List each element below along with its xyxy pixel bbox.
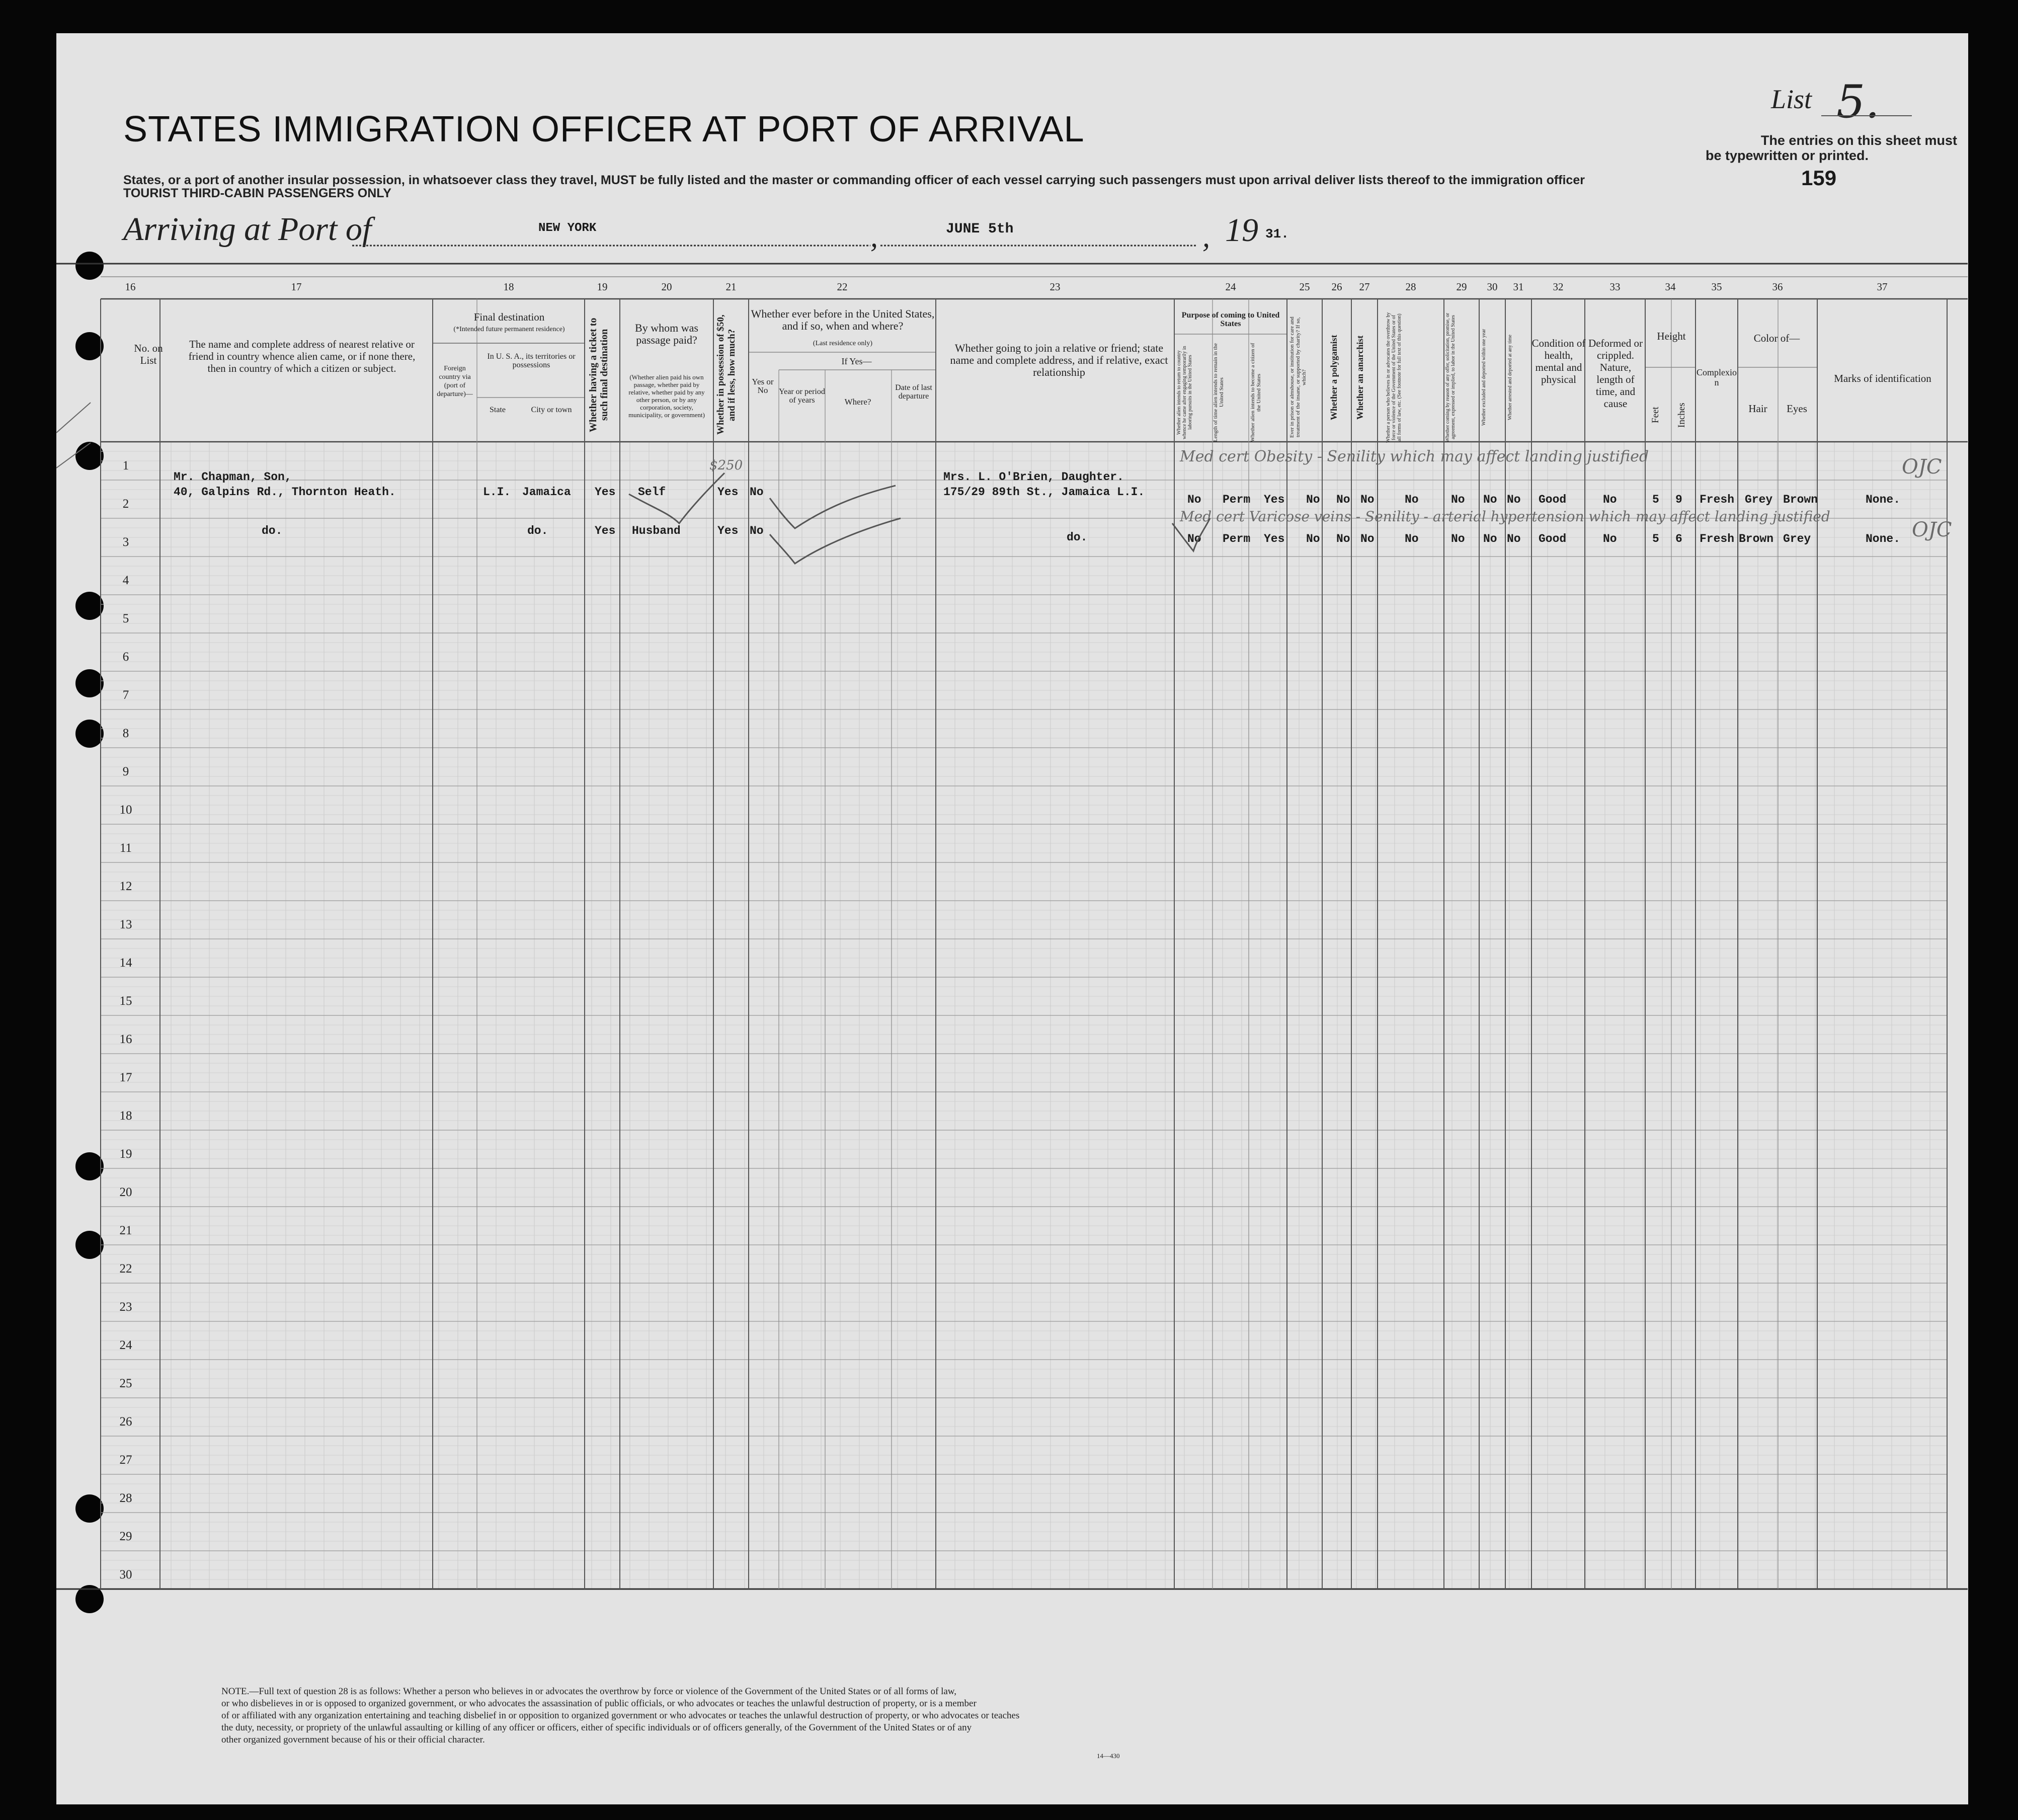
row2-deformed: No [1603, 532, 1617, 545]
header-purpose-return: Whether alien intends to return to country whence he came after engaging temporarily in laboring pursuits in the United States [1176, 346, 1193, 439]
row-number: 12 [119, 880, 132, 893]
header-health: Condition of health, mental and physical [1531, 337, 1586, 385]
row-number: 11 [119, 841, 132, 855]
date-value: JUNE 5th [946, 221, 1014, 237]
column-number: 16 [125, 281, 136, 293]
column-number: 19 [597, 281, 608, 293]
header-ticket: Whether having a ticket to such final destination [588, 318, 610, 432]
header-date-departure: Date of last departure [895, 383, 932, 401]
header-nearest-relative: The name and complete address of nearest relative or friend in country whence alien came, or if none there, then in country of which a citizen or subject. [188, 338, 416, 374]
header-if-yes: If Yes— [841, 356, 872, 366]
header-height: Height [1657, 330, 1686, 342]
row1-hair: Grey [1745, 493, 1773, 506]
row-number: 30 [119, 1568, 132, 1581]
row-number: 27 [119, 1453, 132, 1467]
header-feet: Feet [1650, 407, 1661, 424]
entries-note-2: be typewritten or printed. [1706, 148, 1869, 163]
row2-health: Good [1539, 532, 1567, 545]
column-number: 24 [1225, 281, 1236, 293]
row-number: 16 [119, 1033, 132, 1046]
header-purpose-citizen: Whether alien intends to become a citizen of the United States [1250, 343, 1262, 442]
row1-before-in-us: No [750, 486, 764, 499]
list-label: List [1771, 84, 1812, 114]
header-polygamist: Whether a polygamist [1329, 335, 1339, 420]
comma-1: , [870, 220, 878, 253]
header-join-relative: Whether going to join a relative or friend; state name and complete address, and if relative, exact relationship [950, 342, 1168, 378]
row2-medical-annotation: Med cert Varicose veins - Senility - arterial hypertension which may affect landing justified [1180, 508, 1830, 525]
header-final-destination: Final destination [473, 311, 545, 323]
row-number: 20 [119, 1185, 132, 1199]
column-number: 36 [1772, 281, 1783, 293]
row2-length: Perm [1223, 532, 1251, 545]
header-question-28: Whether a person who believes in or advocates the overthrow by force or violence of the Government of the United States or of all forms of law, etc. (See footnote for full text of this question) [1386, 312, 1402, 443]
row2-return: No [1187, 532, 1201, 545]
column-number: 37 [1877, 281, 1888, 293]
row1-q28: No [1405, 493, 1419, 506]
row2-paid-by: Husband [632, 524, 681, 537]
header-complexion: Complexion [1697, 367, 1737, 387]
row2-marks: None. [1866, 532, 1901, 545]
row2-money: Yes [717, 524, 739, 537]
row-number: 21 [119, 1224, 132, 1237]
footnote-line: or who disbelieves in or is opposed to organized government, or who advocates the assassination of public officials, or who advocates or teaches the unlawful destruction of property, or is a member [221, 1698, 977, 1709]
row2-inches: 6 [1675, 532, 1682, 545]
row2-offer: No [1451, 532, 1465, 545]
header-inches: Inches [1676, 403, 1687, 428]
row-number: 1 [122, 459, 129, 472]
row1-citizen: Yes [1264, 493, 1285, 506]
header-yes-or-no: Yes or No [752, 377, 774, 395]
column-number: 32 [1553, 281, 1564, 293]
header-where: Where? [844, 397, 871, 407]
row1-money: Yes [717, 486, 739, 499]
header-city: City or town [531, 406, 572, 414]
row1-feet: 5 [1652, 493, 1659, 506]
column-number: 20 [661, 281, 672, 293]
row2-relative: do. [262, 524, 283, 537]
year-prefix: 19 [1225, 212, 1258, 249]
header-before-in-us: Whether ever before in the United States, and if so, when and where? [751, 307, 935, 332]
column-number: 34 [1665, 281, 1676, 293]
row1-money-note: $250 [709, 458, 743, 473]
header-passage-paid: By whom was passage paid? [635, 322, 698, 346]
row-number: 23 [119, 1300, 132, 1314]
passenger-class: TOURIST THIRD-CABIN PASSENGERS ONLY [123, 186, 391, 200]
row-number: 29 [119, 1530, 132, 1543]
header-deformed: Deformed or crippled. Nature, length of time, and cause [1588, 337, 1643, 410]
row1-marks: None. [1866, 493, 1901, 506]
row1-relative-line2: 40, Galpins Rd., Thornton Heath. [174, 486, 396, 499]
row2-polygamist: No [1336, 532, 1350, 545]
row1-inches: 9 [1675, 493, 1682, 506]
row2-join: do. [1067, 531, 1088, 544]
row2-q28: No [1405, 532, 1419, 545]
row1-city: Jamaica [522, 486, 571, 499]
row1-polygamist: No [1336, 493, 1350, 506]
row1-state: L.I. [483, 486, 511, 499]
column-number: 23 [1050, 281, 1061, 293]
row-number: 13 [119, 918, 132, 931]
column-number: 25 [1299, 281, 1310, 293]
column-number: 18 [503, 281, 514, 293]
header-purpose-length: Length of time alien intends to remain in the United States [1213, 343, 1225, 442]
row-number: 22 [119, 1262, 132, 1276]
column-number: 21 [725, 281, 737, 293]
footnote-line: NOTE.—Full text of question 28 is as follows: Whether a person who believes in or advocates the overthrow by force or violence of the Government of the United States or of all forms of law, [221, 1686, 957, 1697]
header-passage-paid-note: (Whether alien paid his own passage, whether paid by relative, whether paid by any other person, or by any corporation, society, municipality, or government) [628, 373, 705, 419]
list-number: 5. [1836, 75, 1880, 128]
column-number: 27 [1359, 281, 1370, 293]
column-number: 17 [291, 281, 302, 293]
row-number: 6 [122, 650, 129, 664]
row-number: 19 [119, 1147, 132, 1161]
column-number: 22 [837, 281, 848, 293]
row2-city: do. [527, 524, 548, 537]
row1-anarchist: No [1360, 493, 1375, 506]
row2-prison: No [1306, 532, 1320, 545]
row-number: 10 [119, 803, 132, 817]
column-number: 26 [1331, 281, 1342, 293]
row1-deformed: No [1603, 493, 1617, 506]
row-number: 24 [119, 1338, 132, 1352]
row2-excluded: No [1483, 532, 1497, 545]
header-excluded: Whether excluded and deported within one year [1481, 329, 1487, 426]
row-number: 17 [119, 1071, 132, 1084]
footnote-line: the duty, necessity, or propriety of the unlawful assaulting or killing of any officer or officers, either of specific individuals or of officers generally, of the Government of the United States or of any [221, 1722, 972, 1733]
row1-excluded: No [1483, 493, 1497, 506]
header-hair: Hair [1748, 403, 1767, 415]
arriving-label: Arriving at Port of [123, 211, 372, 248]
row1-deported: No [1507, 493, 1521, 506]
header-year-period: Year or period of years [779, 387, 825, 405]
column-number: 30 [1487, 281, 1498, 293]
row2-citizen: Yes [1264, 532, 1285, 545]
row-number: 18 [119, 1109, 132, 1123]
footnote [221, 1686, 1177, 1746]
row1-return: No [1187, 493, 1201, 506]
header-color: Color of— [1753, 332, 1800, 344]
header-offer-labor: Whether coming by reason of any offer, solicitation, promise, or agreement, expressed or implied, to labor in the United States [1445, 312, 1456, 442]
row-number: 8 [122, 727, 129, 740]
notice-text: States, or a port of another insular possession, in whatsoever class they travel, MUST be fully listed and the master or commanding officer of each vessel carrying such passengers must upon arrival deliver lists thereof to the immigration officer [123, 173, 1585, 187]
page-title: STATES IMMIGRATION OFFICER AT PORT OF ARRIVAL [123, 109, 1085, 149]
row2-complexion: Fresh [1700, 532, 1735, 545]
footnote-line: of or affiliated with any organization entertaining and teaching disbelief in or opposition to organized government or who advocates or teaches the unlawful destruction of property, or who advocates or teaches [221, 1710, 1020, 1721]
row-number: 3 [122, 535, 129, 549]
row1-eyes: Brown [1783, 493, 1818, 506]
header-purpose: Purpose of coming to United States [1181, 311, 1280, 328]
column-number: 29 [1456, 281, 1467, 293]
column-number: 28 [1405, 281, 1416, 293]
header-before-in-us-sub: (Last residence only) [813, 340, 873, 347]
column-number: 31 [1513, 281, 1524, 293]
comma-2: , [1202, 220, 1210, 253]
footnote-line: other organized government because of his or their official character. [221, 1734, 485, 1745]
row2-before-in-us: No [750, 524, 764, 537]
row2-feet: 5 [1652, 532, 1659, 545]
row-number: 26 [119, 1415, 132, 1429]
row1-health: Good [1539, 493, 1567, 506]
row1-relative-line1: Mr. Chapman, Son, [174, 470, 292, 484]
header-deported: Whether arrested and deported at any time [1507, 335, 1513, 420]
header-eyes: Eyes [1787, 403, 1807, 415]
row-number: 5 [122, 612, 129, 625]
row-number: 28 [119, 1491, 132, 1505]
row-number: 7 [122, 688, 129, 702]
row1-medical-annotation: Med cert Obesity - Senility which may affect landing justified [1180, 448, 1649, 465]
header-final-destination-sub: (*Intended future permanent residence) [453, 326, 565, 333]
row-number: 9 [122, 765, 129, 778]
column-number: 35 [1711, 281, 1722, 293]
row1-paid-by: Self [638, 486, 666, 499]
row2-anarchist: No [1360, 532, 1375, 545]
row1-prison: No [1306, 493, 1320, 506]
header-prison: Ever in prison or almshouse, or institution for care and treatment of the insane, or supported by charity? If so, which? [1289, 316, 1307, 438]
row1-complexion: Fresh [1700, 493, 1735, 506]
row1-join-line2: 175/29 89th St., Jamaica L.I. [943, 486, 1145, 499]
row2-deported: No [1507, 532, 1521, 545]
row1-offer: No [1451, 493, 1465, 506]
column-number: 33 [1609, 281, 1621, 293]
header-money: Whether in possession of $50, and if less, how much? [715, 314, 737, 435]
header-in-usa: In U. S. A., its territories or possessions [487, 352, 576, 369]
header-state: State [490, 406, 506, 414]
row2-eyes: Grey [1783, 532, 1811, 545]
sheet-number: 159 [1801, 166, 1837, 190]
row1-length: Perm [1223, 493, 1251, 506]
row1-ticket: Yes [595, 486, 616, 499]
row2-hair: Brown [1739, 532, 1774, 545]
row1-join-line1: Mrs. L. O'Brien, Daughter. [943, 470, 1124, 484]
entries-note-1: The entries on this sheet must [1760, 133, 1957, 148]
row2-ticket: Yes [595, 524, 616, 537]
year-suffix: 31. [1265, 226, 1289, 242]
header-no-on-list: No. on List [134, 342, 163, 366]
header-anarchist: Whether an anarchist [1355, 335, 1365, 420]
row-number: 2 [122, 497, 129, 511]
port-value: NEW YORK [538, 221, 597, 235]
header-foreign-country: Foreign country via (port of departure)— [437, 365, 473, 398]
row-number: 14 [119, 956, 132, 970]
form-number: 14—430 [1097, 1752, 1120, 1760]
row2-initials: OJC [1912, 518, 1952, 541]
row1-initials: OJC [1902, 455, 1942, 479]
row-number: 4 [122, 574, 129, 587]
row-number: 15 [119, 994, 132, 1008]
row-number: 25 [119, 1377, 132, 1390]
header-marks: Marks of identification [1834, 372, 1931, 384]
